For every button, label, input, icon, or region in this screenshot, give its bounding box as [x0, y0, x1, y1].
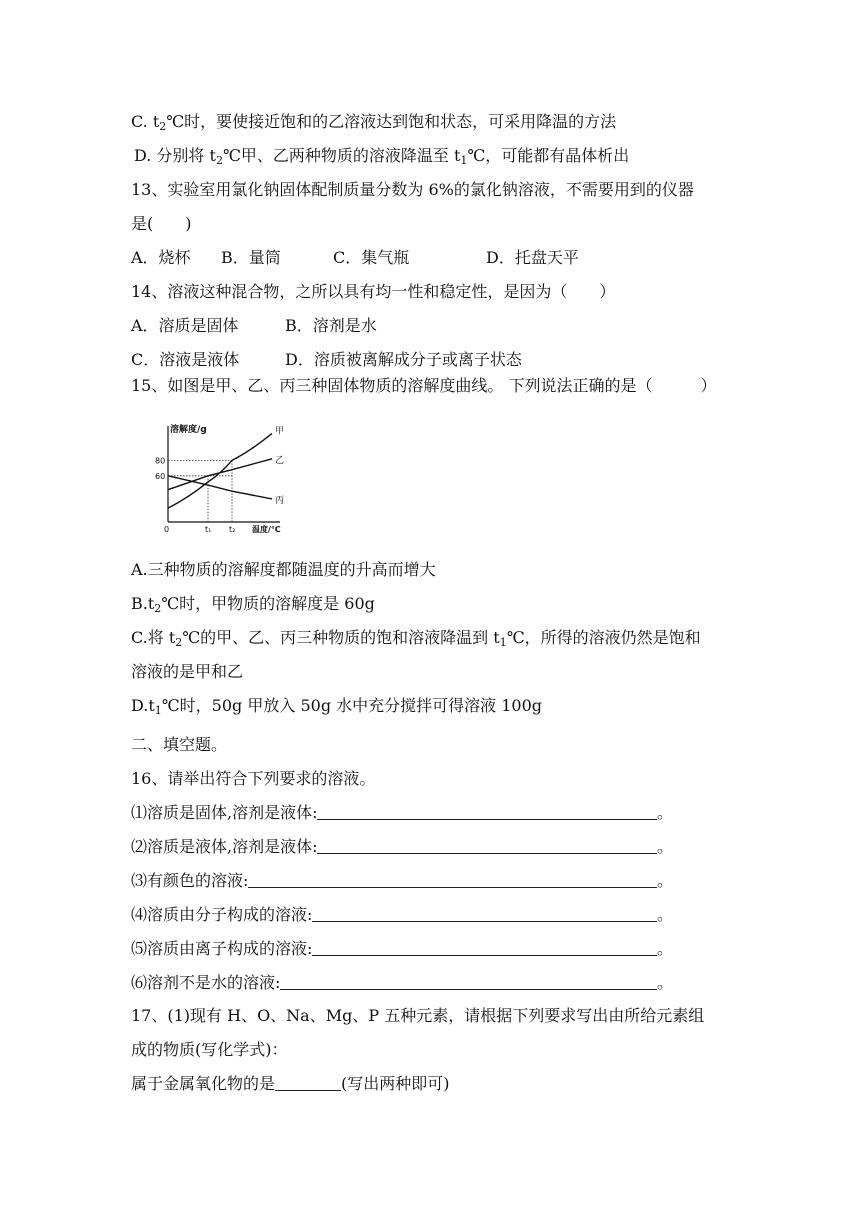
chart-curves	[168, 433, 272, 508]
q16-answer-blank[interactable]	[317, 839, 657, 854]
q15-option-c-cont: 溶液的是甲和乙	[131, 662, 244, 681]
q13-stem-cont: 是( )	[131, 214, 192, 233]
series-line-0	[168, 433, 272, 508]
q16-item	[131, 837, 673, 857]
series-line-2	[168, 476, 272, 499]
q16-answer-blank[interactable]	[312, 907, 657, 922]
q13-option-c: C．集气瓶	[333, 248, 410, 267]
series-label-0: 甲	[275, 426, 285, 437]
solubility-chart	[150, 418, 300, 536]
q15-option-a: A.三种物质的溶解度都随温度的升高而增大	[131, 560, 436, 579]
q16-stem: 16、请举出符合下列要求的溶液。	[131, 769, 376, 788]
q16-answer-blank[interactable]	[312, 941, 657, 956]
q16-item-label: ⑷溶质由分子构成的溶液:	[131, 905, 313, 924]
q14-option-c: C．溶液是液体	[131, 350, 240, 369]
q16-item-end: 。	[657, 939, 674, 958]
y-tick-label: 60	[155, 471, 166, 481]
q16-answer-blank[interactable]	[317, 805, 657, 820]
q13-option-b: B．量筒	[221, 248, 281, 267]
q12-option-c: C. $t_2℃$时，要使接近饱和的乙溶液达到饱和状态，可采用降温的方法	[131, 112, 617, 133]
q15-option-b: $B.t_2℃$时，甲物质的溶解度是 60g	[131, 594, 375, 615]
q14-options-row2	[131, 350, 522, 370]
q15-option-d: $D.t_1℃$时，50g 甲放入 50g 水中充分搅拌可得溶液 100g	[131, 696, 543, 717]
series-label-2: 丙	[275, 495, 285, 506]
q15-option-c: C.将 $t_2℃$的甲、乙、丙三种物质的饱和溶液降温到 $t_1℃$，所得的溶液仍然是饱和	[131, 628, 701, 649]
y-tick-label: 80	[155, 456, 166, 466]
origin-label: 0	[164, 525, 170, 534]
x-tick-label: t₂	[229, 525, 236, 534]
q17-line2: 成的物质(写化学式)：	[131, 1040, 288, 1059]
q16-item	[131, 871, 673, 891]
y-axis-label: 溶解度/g	[170, 425, 207, 435]
q16-item-label: ⑴溶质是固体,溶剂是液体:	[131, 803, 318, 822]
x-tick-label: t₁	[205, 525, 212, 534]
q14-option-a: A．溶质是固体	[131, 316, 239, 335]
series-line-1	[168, 459, 272, 490]
q13-stem: 13、实验室用氯化钠固体配制质量分数为 6%的氯化钠溶液，不需要用到的仪器	[131, 180, 694, 199]
q15-stem: 15、如图是甲、乙、丙三种固体物质的溶解度曲线。 下列说法正确的是（ ）	[131, 376, 717, 395]
q16-item-end: 。	[657, 837, 674, 856]
q14-options-row1	[131, 316, 377, 336]
q16-item	[131, 973, 673, 993]
q12-option-d: D. 分别将 $t_2℃$甲、乙两种物质的溶液降温至 $t_1℃$，可能都有晶体析出	[134, 146, 630, 167]
x-axis-label: 温度/℃	[252, 525, 281, 534]
q16-item-label: ⑸溶质由离子构成的溶液:	[131, 939, 313, 958]
series-label-1: 乙	[275, 455, 285, 466]
q16-item-label: ⑵溶质是液体,溶剂是液体:	[131, 837, 318, 856]
q16-item-end: 。	[657, 803, 674, 822]
q14-option-b: B．溶剂是水	[285, 316, 377, 335]
q17-line3: 属于金属氧化物的是 (写出两种即可)	[131, 1074, 450, 1093]
q16-item	[131, 803, 673, 823]
q16-answer-blank[interactable]	[248, 873, 657, 888]
q17-answer-blank[interactable]	[275, 1076, 341, 1091]
q16-item	[131, 905, 673, 925]
q14-option-d: D．溶质被离解成分子或离子状态	[285, 350, 522, 369]
q16-item-label: ⑹溶剂不是水的溶液:	[131, 973, 281, 992]
q16-answer-blank[interactable]	[280, 975, 657, 990]
q16-item	[131, 939, 673, 959]
q16-item-end: 。	[657, 871, 674, 890]
q16-item-end: 。	[657, 973, 674, 992]
q17-line1: 17、(1)现有 H、O、Na、Mg、P 五种元素，请根据下列要求写出由所给元素组	[131, 1006, 705, 1025]
q13-option-a: A．烧杯	[131, 248, 191, 267]
q13-option-d: D．托盘天平	[486, 248, 579, 267]
section-heading: 二、填空题。	[131, 735, 228, 754]
q14-stem: 14、溶液这种混合物，之所以具有均一性和稳定性，是因为（ ）	[131, 282, 616, 301]
q16-item-label: ⑶有颜色的溶液:	[131, 871, 249, 890]
q16-item-end: 。	[657, 905, 674, 924]
q13-options	[131, 248, 579, 268]
